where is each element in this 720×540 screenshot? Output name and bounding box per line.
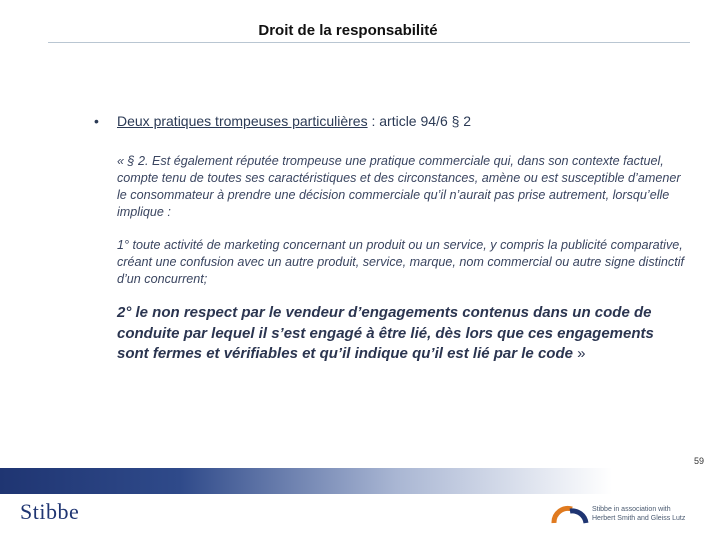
title-divider (48, 42, 690, 43)
bullet-heading: Deux pratiques trompeuses particulières (117, 113, 368, 129)
point-2-text: 2° le non respect par le vendeur d’engagements contenus dans un code de conduite par lequel il s’est engagé à être lié, dès lors que ces engagements sont fermes et vérifiables et qu’il indique qu’il est lié par le code (117, 304, 654, 362)
footer-gradient-band (0, 468, 720, 494)
stibbe-logo: Stibbe (20, 499, 80, 524)
page-number: 59 (693, 456, 704, 466)
bullet-article-ref: : article 94/6 § 2 (367, 113, 472, 129)
bullet-text (117, 113, 471, 129)
quote-paragraph-point-1: 1° toute activité de marketing concernant un produit ou un service, y compris la publicité comparative, créant une confusion avec un autre produit, service, marque, nom commercial ou autre signe distinctif d’un concurrent; (117, 238, 685, 286)
partner-logo-icon (550, 503, 590, 525)
partner-line-1: Stibbe in association with (592, 506, 671, 513)
page-title: Droit de la responsabilité (258, 22, 438, 39)
bullet-icon: • (94, 113, 99, 129)
footer (0, 494, 720, 540)
quote-paragraph-point-2 (117, 303, 687, 365)
partner-text (592, 506, 685, 523)
quote-paragraph-intro: « § 2. Est également réputée trompeuse une pratique commerciale qui, dans son contexte factuel, compte tenu de toutes ses caractéristiques et des circonstances, amène ou est susceptible d’amener le consommateur à prendre une décision commerciale qu’il n’aurait pas prise autrement, lorsqu’elle implique : (117, 154, 681, 219)
partner-line-2: Herbert Smith and Gleiss Lutz (592, 514, 686, 522)
closing-quote: » (572, 345, 586, 362)
